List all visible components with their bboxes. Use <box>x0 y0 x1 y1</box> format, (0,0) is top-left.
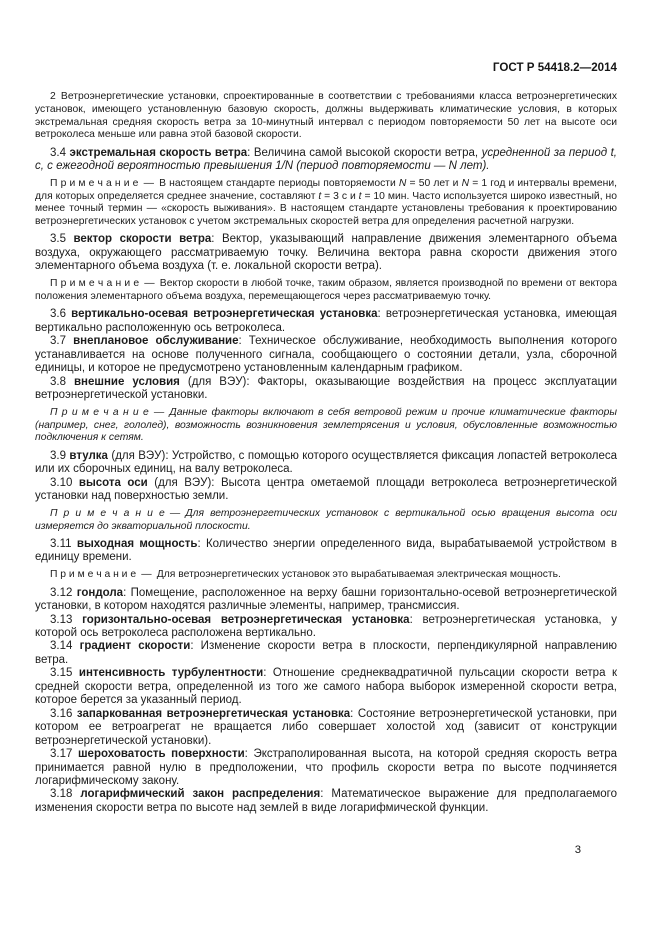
term-3-17 <box>35 748 617 788</box>
text-run: N <box>398 177 407 189</box>
text-run: шероховатость поверхности <box>77 748 245 761</box>
term-3-9 <box>35 450 617 477</box>
text-run: 3.16 <box>50 707 77 720</box>
text-run: 2 Ветроэнергетические установки, спроектированные в соответствии с требованиями класса ветроэнергетических установок, имеющего установленную базовую скорость, должны выдерживать климатические условия, в которых экстремальная средняя скорость ветра за 10-минутный интервал с периодом повторяемости 50 лет на высоте оси ветроколеса меньше или равна этой базовой скорости. <box>35 91 617 141</box>
text-run: П р и м е ч а н и е — Данные факторы включают в себя ветровой режим и прочие климатические факторы (например, снег, гололед), возможность возникновения землетрясения и условия, обусловленные возможностью подключения к сетям. <box>35 406 617 444</box>
text-run: интенсивность турбулентности <box>78 667 264 680</box>
note-3-5 <box>35 278 617 304</box>
text-run: 3.13 <box>50 613 83 626</box>
text-run: : ветроэнергетическая установка, имеющая вертикально расположенную ось ветроколеса. <box>35 308 618 334</box>
note-3-11 <box>35 569 617 582</box>
term-3-8 <box>35 376 617 403</box>
term-3-10 <box>35 477 617 504</box>
text-run: вектор скорости ветра <box>73 233 212 246</box>
text-run: N <box>461 177 470 189</box>
text-run: втулка <box>69 449 108 462</box>
text-run: t <box>318 190 322 202</box>
document-body <box>35 91 617 815</box>
note-3-8 <box>35 407 617 445</box>
text-run: высота оси <box>78 476 148 489</box>
standard-code-header: ГОСТ Р 54418.2—2014 <box>492 61 617 74</box>
term-3-12 <box>35 587 617 614</box>
text-run: = 1 год и интервалы времени, для которых определяется среднее значение, составляют <box>35 177 617 202</box>
term-3-15 <box>35 667 617 707</box>
text-run: усредненной за период t, с, с ежегодной вероятностью превышения 1/N (период повторяемости — N лет). <box>35 146 617 172</box>
text-run: 3.11 <box>50 538 77 550</box>
text-run: : Отношение среднеквадратичной пульсации скорости ветра к средней скорости ветра, определенной из того же самого набора выборок измеренной скорости ветра, которое берется за указанный период. <box>35 667 617 707</box>
term-3-14 <box>35 640 617 667</box>
text-run: = 3 с и <box>321 190 359 202</box>
text-run: : ветроэнергетическая установка, у которой ось ветроколеса расположена вертикально. <box>35 613 617 640</box>
text-run: = 10 мин. Часто используется широко известный, но менее точный термин — «скорость выживания». В настоящем стандарте установлены требования к проектированию ветроэнергетических установок с учетом экстремальных скоростей ветра для определения расчетной нагрузки. <box>35 190 617 228</box>
text-run: логарифмический закон распределения <box>80 788 321 801</box>
text-run: запаркованная ветроэнергетическая установка <box>76 707 351 720</box>
term-3-6 <box>35 308 617 335</box>
term-3-7 <box>35 335 617 375</box>
text-run: внешние условия <box>73 375 180 388</box>
text-run: (для ВЭУ): Устройство, с помощью которого осуществляется фиксация лопастей ветроколеса или их сборочных единиц, на валу ветроколеса. <box>35 449 617 476</box>
text-run: 3.7 <box>50 335 74 348</box>
text-run: выходная мощность <box>76 538 198 550</box>
note-3-4 <box>35 178 617 229</box>
text-run: П р и м е ч а н и е — Вектор скорости в любой точке, таким образом, является производной по времени от вектора положения элементарного объема воздуха, перемещающегося через рассматриваемую точку. <box>35 278 617 303</box>
text-run: 3.12 <box>50 586 77 599</box>
text-run: гондола <box>76 586 124 599</box>
text-run: 3.10 <box>50 476 79 489</box>
text-run: внеплановое обслуживание <box>73 335 239 348</box>
text-run: : Вектор, указывающий направление движения элементарного объема воздуха, окружающего рассматриваемую точку. Величина вектора равна скорости движения этого элементарного объема воздуха (т. е. локальной скорости ветра). <box>35 233 617 273</box>
text-run: 3.18 <box>50 788 81 801</box>
text-run: (для ВЭУ): Факторы, оказывающие воздействия на процесс эксплуатации ветроэнергетической установки. <box>35 375 618 401</box>
text-run: экстремальная скорость ветра <box>69 146 248 159</box>
text-run: 3.4 <box>50 146 70 159</box>
text-run: вертикально-осевая ветроэнергетическая установка <box>71 308 378 321</box>
text-run: 3.6 <box>50 308 72 321</box>
text-run: П р и м е ч а н и е — Для ветроэнергетических установок это вырабатываемая электрическая мощность. <box>50 569 561 581</box>
text-run: 3.14 <box>50 640 80 653</box>
text-run: : Помещение, расположенное на верху башни горизонтально-осевой ветроэнергетической установки, в котором находятся различные элементы, например, трансмиссия. <box>35 586 617 613</box>
note-continuation-2 <box>35 91 617 142</box>
text-run: t <box>358 190 362 202</box>
text-run: 3.8 <box>50 375 74 388</box>
text-run: П р и м е ч а н и е — Для ветроэнергетических установок с вертикальной осью вращения высота оси измеряется до экваториальной плоскости. <box>35 508 617 532</box>
text-run: П р и м е ч а н и е — В настоящем стандарте периоды повторяемости <box>50 177 399 189</box>
text-run: : Техническое обслуживание, необходимость выполнения которого устанавливается на основе полученного сигнала, сообщающего о состоянии детали, узла, сборочной единицы, и которое не предусмотрено установленным календарным графиком. <box>35 335 617 375</box>
note-3-10 <box>35 508 617 534</box>
term-3-16 <box>35 708 617 748</box>
text-run: : Величина самой высокой скорости ветра, <box>247 146 482 159</box>
text-run: : Математическое выражение для предполагаемого изменения скорости ветра по высоте над землей в виде логарифмической функции. <box>35 788 617 814</box>
text-run: : Изменение скорости ветра в плоскости, перпендикулярной направлению ветра. <box>35 640 617 666</box>
text-run: = 50 лет и <box>406 177 462 189</box>
text-run: (для ВЭУ): Высота центра ометаемой площади ветроколеса ветроэнергетической установки над поверхностью земли. <box>35 476 618 503</box>
text-run: : Экстраполированная высота, на которой средняя скорость ветра принимается равной нулю в предположении, что профиль скорости ветра по высоте подчиняется логарифмическому закону. <box>35 748 618 787</box>
term-3-18 <box>35 788 617 815</box>
text-run: горизонтально-осевая ветроэнергетическая установка <box>82 613 410 626</box>
text-run: 3.17 <box>50 748 78 761</box>
text-run: 3.15 <box>50 667 79 680</box>
term-3-11 <box>35 538 617 565</box>
text-run: градиент скорости <box>79 640 191 653</box>
text-run: : Количество энергии определенного вида, вырабатываемой устройством в единицу времени. <box>35 538 617 564</box>
text-run: 3.5 <box>50 233 74 246</box>
text-run: 3.9 <box>50 449 70 462</box>
term-3-5 <box>35 233 617 273</box>
term-3-4 <box>35 147 617 174</box>
text-run: : Состояние ветроэнергетической установки, при котором ее ветроагрегат не вращается либо совершает холостой ход (зависит от конструкции ветроэнергетической установки). <box>35 707 617 747</box>
page-number: 3 <box>574 844 581 856</box>
term-3-13 <box>35 614 617 641</box>
